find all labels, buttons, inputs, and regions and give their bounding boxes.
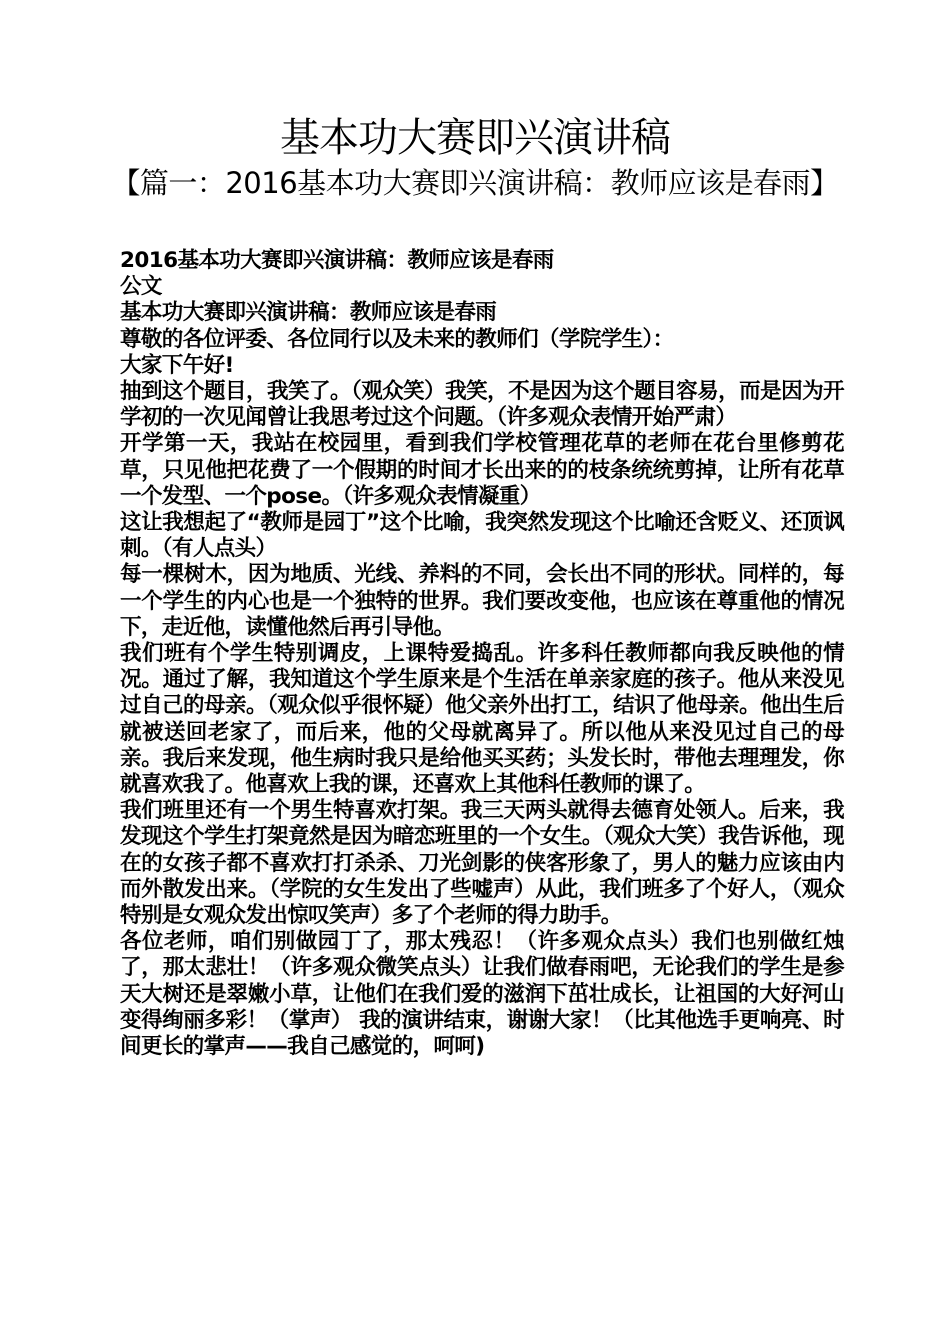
paragraph-salutation: 尊敬的各位评委、各位同行以及未来的教师们（学院学生）： [120, 326, 674, 352]
paragraph: 我们班有个学生特别调皮，上课特爱捣乱。许多科任教师都向我反映他的情况。通过了解，我知道这个学生原来是个生活在单亲家庭的孩子。他从来没见过自己的母亲。（观众似乎很怀疑）他父亲外出打工，结识了他母亲。他出生后就被送回老家了，而后来，他的父母就离异了。所以他从来没见过自己的母亲。我后来发现，他生病时我只是给他买买药；头发长时，带他去理理发，你就喜欢我了。他喜欢上我的课，还喜欢上其他科任教师的课了。 [120, 641, 844, 798]
document-subtitle: 【篇一：2016基本功大赛即兴演讲稿：教师应该是春雨】 [111, 166, 839, 200]
paragraph: 我们班里还有一个男生特喜欢打架。我三天两头就得去德育处领人。后来，我发现这个学生打架竟然是因为暗恋班里的一个女生。（观众大笑）我告诉他，现在的女孩子都不喜欢打打杀杀、刀光剑影的侠客形象了，男人的魅力应该由内而外散发出来。（学院的女生发出了些嘘声）从此，我们班多了个好人，（观众特别是女观众发出惊叹笑声）多了个老师的得力助手。 [120, 798, 844, 929]
paragraph-greeting: 大家下午好! [120, 352, 234, 378]
paragraph: 这让我想起了“教师是园丁”这个比喻，我突然发现这个比喻还含贬义、还顶讽刺。（有人点头） [120, 510, 844, 562]
paragraph: 每一棵树木，因为地质、光线、养料的不同，会长出不同的形状。同样的，每一个学生的内心也是一个独特的世界。我们要改变他，也应该在尊重他的情况下，走近他，读懂他然后再引导他。 [120, 562, 844, 640]
document-body [114, 248, 844, 1060]
paragraph: 各位老师，咱们别做园丁了，那太残忍！（许多观众点头）我们也别做红烛了，那太悲壮！（许多观众微笑点头）让我们做春雨吧，无论我们的学生是参天大树还是翠嫩小草，让他们在我们爱的滋润下茁壮成长，让祖国的大好河山变得绚丽多彩！（掌声） 我的演讲结束，谢谢大家！（比其他选手更响亮、时间更长的掌声——我自己感觉的，呵呵) [120, 929, 844, 1060]
paragraph: 抽到这个题目，我笑了。（观众笑）我笑，不是因为这个题目容易，而是因为开学初的一次见闻曾让我思考过这个问题。（许多观众表情开始严肃） [120, 379, 844, 431]
document-title: 基本功大赛即兴演讲稿 [280, 115, 670, 161]
paragraph-category: 公文 [120, 274, 162, 300]
paragraph: 开学第一天，我站在校园里，看到我们学校管理花草的老师在花台里修剪花草，只见他把花费了一个假期的时间才长出来的的枝条统统剪掉，让所有花草一个发型、一个pose。（许多观众表情凝重） [120, 431, 844, 509]
paragraph-speech-title: 基本功大赛即兴演讲稿：教师应该是春雨 [120, 300, 497, 326]
paragraph-heading: 2016基本功大赛即兴演讲稿：教师应该是春雨 [120, 248, 554, 273]
